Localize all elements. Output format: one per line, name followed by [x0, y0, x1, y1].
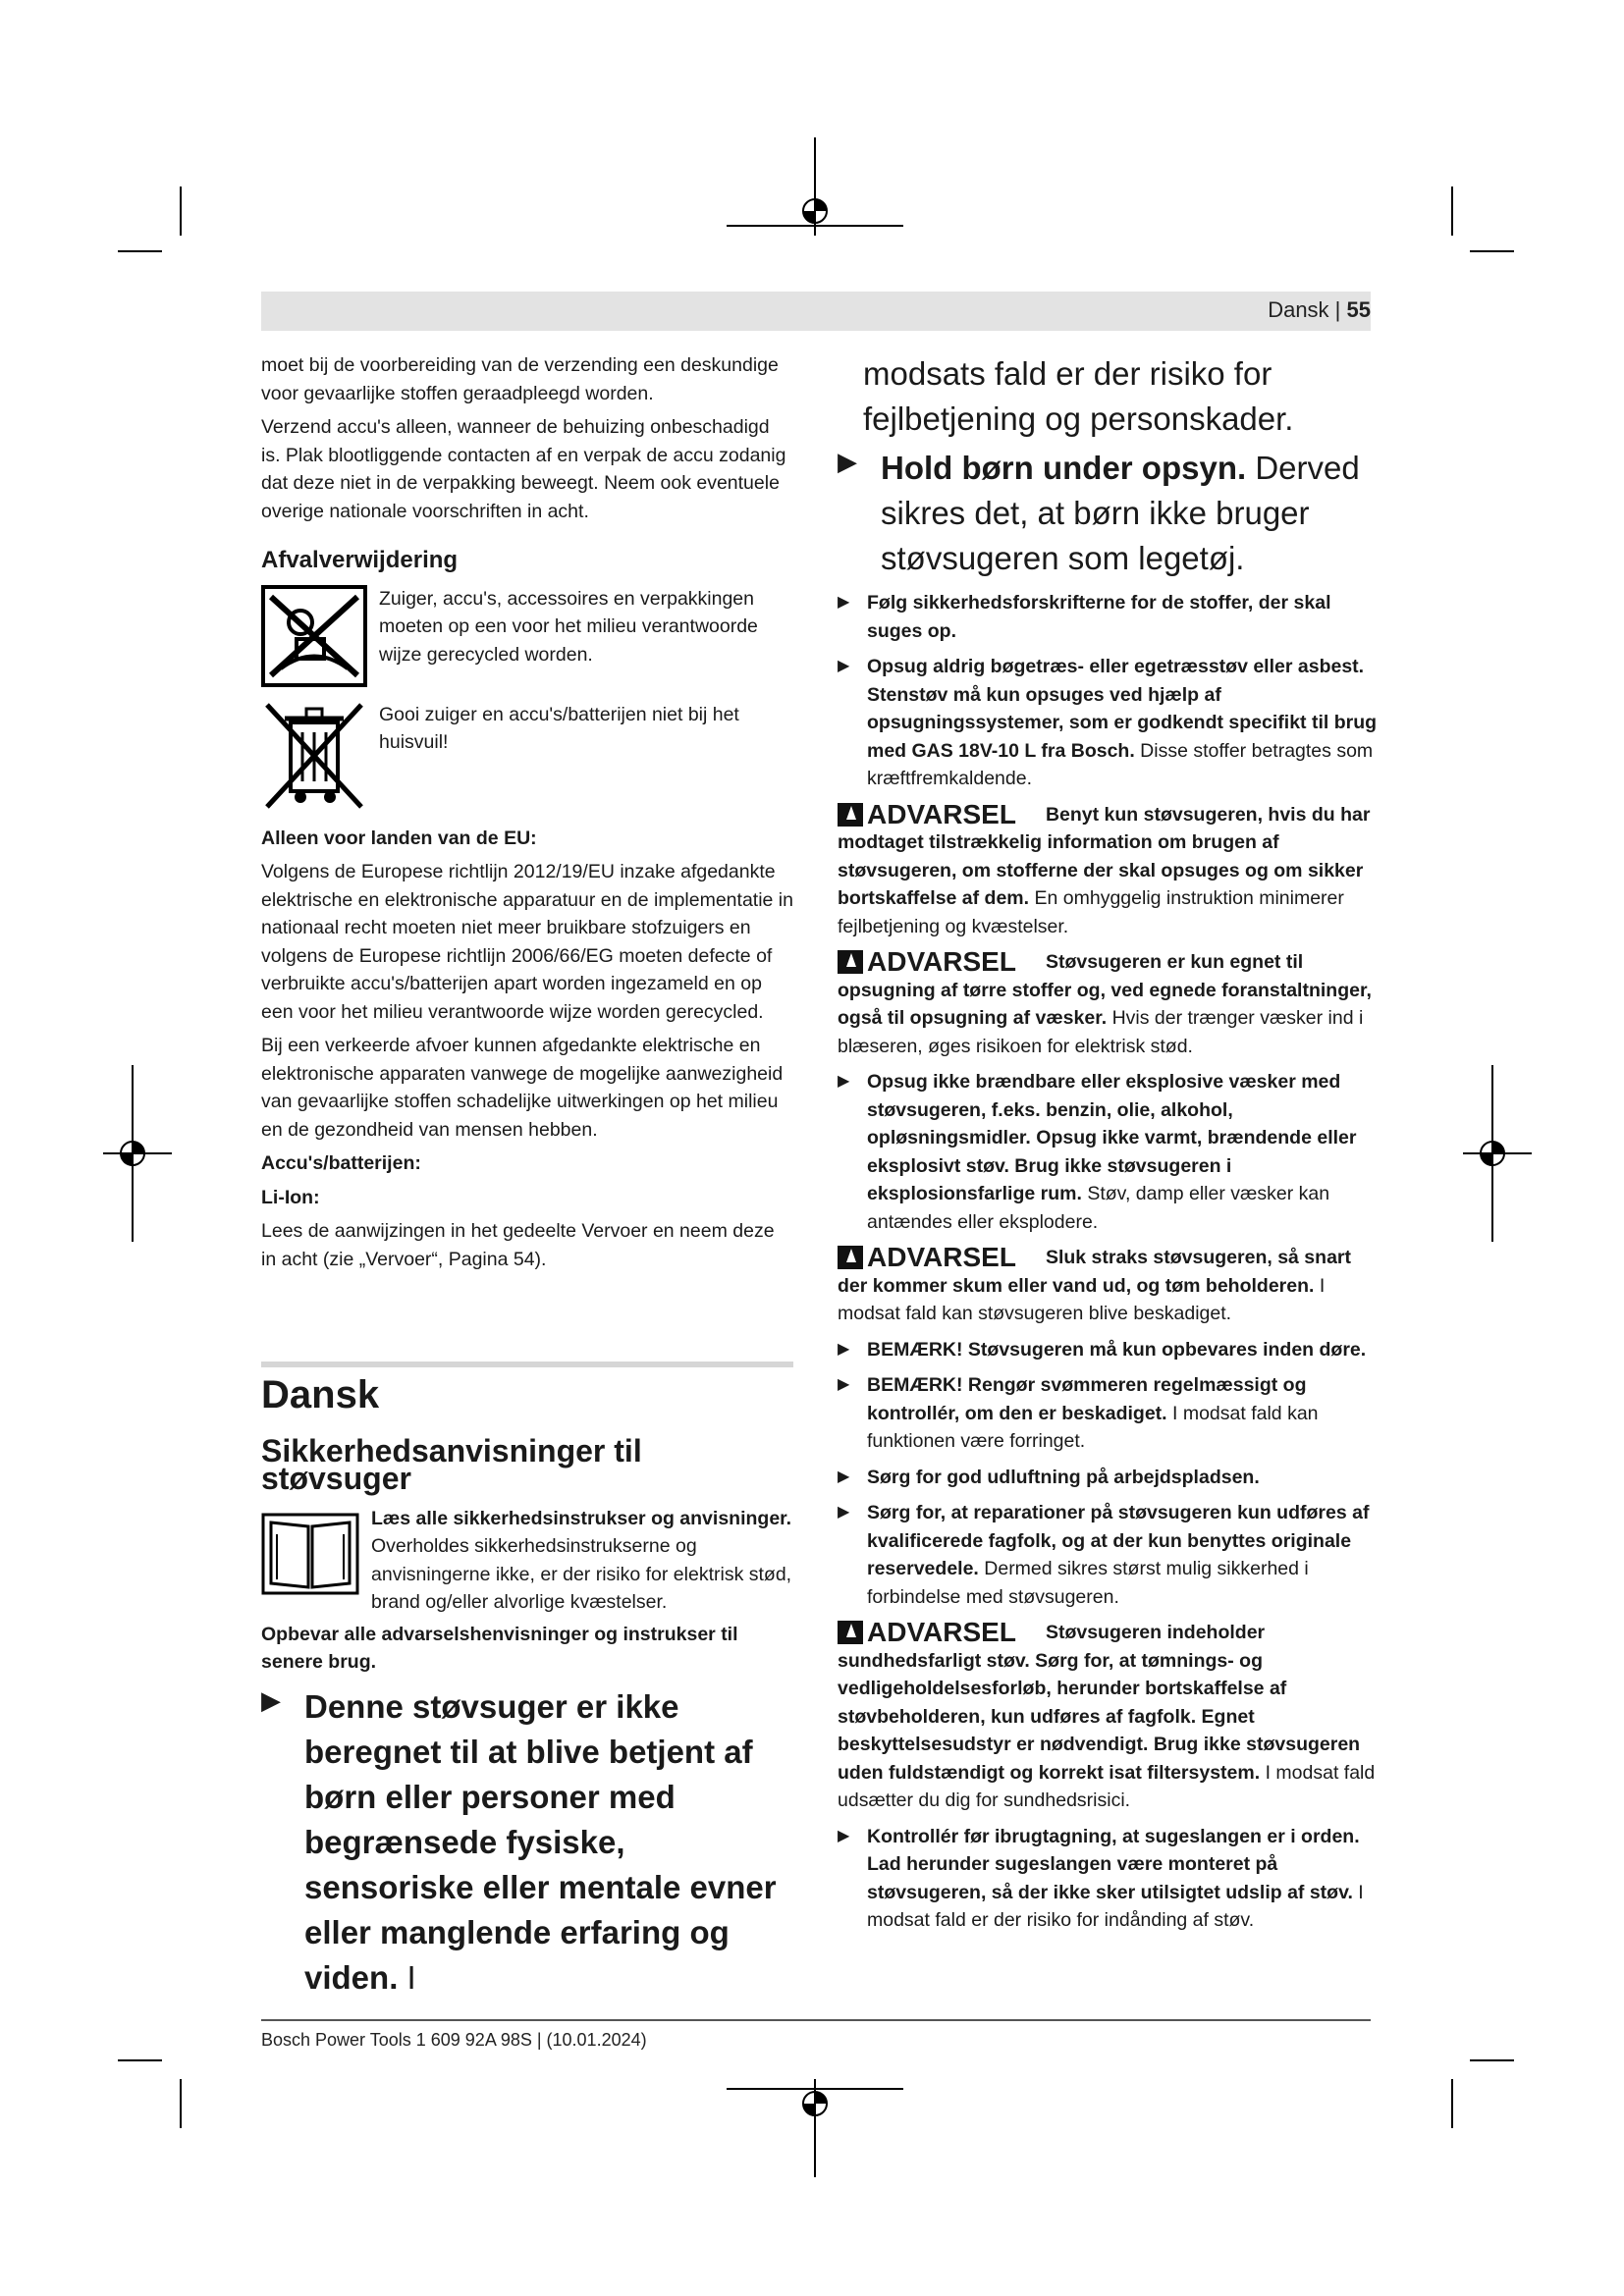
crop-mark: [1451, 187, 1453, 236]
bin-row: [261, 701, 793, 811]
crop-mark: [180, 187, 182, 236]
read-manual-row: [261, 1505, 793, 1617]
warning-label: ADVARSEL: [838, 1619, 1016, 1647]
warning-triangle-icon: [838, 803, 863, 827]
paragraph: Lees de aanwijzingen in het gedeelte Vervoer en neem deze in acht (zie „Vervoer“, Pagina 54).: [261, 1220, 775, 1270]
recycle-symbol-icon: [261, 585, 367, 687]
bullet-triangle-icon: ▶: [838, 1376, 850, 1393]
crossed-bin-icon: [261, 701, 367, 811]
bullet-triangle-icon: ▶: [838, 1073, 850, 1090]
registration-mark-top: [727, 137, 903, 236]
warning-triangle-icon: [838, 950, 863, 974]
header-bar: [261, 292, 1371, 331]
bullet-triangle-icon: ▶: [838, 1504, 850, 1521]
registration-mark-right: [1463, 1065, 1532, 1242]
running-header: Dansk | 55: [1268, 297, 1371, 322]
warning-label: ADVARSEL: [838, 801, 1016, 829]
bullet-triangle-icon: ▶: [838, 1468, 850, 1485]
crop-mark: [118, 250, 162, 252]
right-column: [838, 351, 1380, 1943]
warning-4: ADVARSEL Støvsugeren indeholder sundhedsfarligt støv. Sørg for, at tømnings- og vedligeholdelsesforløb, herunder bortskaffelse af støvbeholderen, kun udføres af fagfolk. Egnet beskyttelsesudstyr er nødvendigt. Brug ikke støvsugeren uden fuldstændigt og korrekt isat filtersystem. I modsat fald udsætter du dig for sundhedsrisici.: [838, 1617, 1376, 1811]
registration-mark-bottom: [727, 2079, 903, 2177]
crop-mark: [1451, 2079, 1453, 2128]
bullet-supervise-children: ▶ Hold børn under opsyn. Derved sikres det, at børn ikke bruger støvsugeren som legetøj.: [838, 447, 1360, 576]
crop-mark: [180, 2079, 182, 2128]
warning-label: ADVARSEL: [838, 948, 1016, 977]
recycle-text: Zuiger, accu's, accessoires en verpakkingen moeten op een voor het milieu verantwoorde wijze gerecycled worden.: [379, 587, 758, 666]
crop-mark: [1470, 2059, 1514, 2061]
bullet-triangle-icon: ▶: [261, 1684, 281, 1715]
heading-afvalverwijdering: Afvalverwijdering: [261, 547, 459, 573]
language-title: Dansk: [261, 1373, 380, 1416]
bullet-triangle-icon: ▶: [838, 1827, 850, 1844]
bullet-clean-float: ▶ BEMÆRK! Rengør svømmeren regelmæssigt og kontrollér, om den er beskadiget. I modsat fald kan funktionen være forringet.: [838, 1371, 1380, 1456]
warning-triangle-icon: [838, 1621, 863, 1644]
header-section: Dansk: [1268, 297, 1329, 322]
bullet-triangle-icon: ▶: [838, 594, 850, 611]
warning-1: ADVARSEL Benyt kun støvsugeren, hvis du har modtaget tilstrækkelig information om brugen af støvsugeren, om stofferne der skal opsuges og om sikker bortskaffelse af dem. En omhyggelig instruktion minimerer fejlbetjening og kvæstelser.: [838, 798, 1371, 937]
warning-triangle-icon: [838, 1246, 863, 1269]
warning-label: ADVARSEL: [838, 1244, 1016, 1272]
page-number: 55: [1346, 297, 1371, 322]
bullet-dust: ▶ Opsug aldrig bøgetræs- eller egetræsstøv eller asbest. Stenstøv må kun opsuges ved hjælp af opsugningssystemer, som er godkendt specifikt til brug med GAS 18V-10 L fra Bosch. Disse stoffer betragtes som kræftfremkaldende.: [838, 653, 1380, 793]
bullet-store-indoors: ▶ BEMÆRK! Støvsugeren må kun opbevares inden døre.: [838, 1336, 1380, 1364]
accu-heading: Accu's/batterijen:: [261, 1152, 421, 1174]
warning-3: ADVARSEL Sluk straks støvsugeren, så snart der kommer skum eller vand ud, og tøm beholderen. I modsat fald kan støvsugeren blive beskadiget.: [838, 1242, 1351, 1324]
bullet-repairs: ▶ Sørg for, at reparationer på støvsugeren kun udføres af kvalificerede fagfolk, og at der kun benyttes originale reservedele. Dermed sikres størst mulig sikkerhed i forbindelse med støvsugeren.: [838, 1499, 1380, 1611]
paragraph: Volgens de Europese richtlijn 2012/19/EU inzake afgedankte elektrische en elektronische apparatuur en de implementatie in nationaal recht moeten niet meer bruikbare stofzuigers en volgens de Europese richtlijn 2006/66/EG moeten defecte of verbruikte accu's/batterijen apart worden ingezameld en op een voor het milieu verantwoorde wijze worden gerecycled.: [261, 861, 793, 1023]
footer-rule: [261, 2019, 1371, 2021]
liion-heading: Li-Ion:: [261, 1186, 320, 1208]
bullet-ventilation: ▶ Sørg for god udluftning på arbejdspladsen.: [838, 1464, 1380, 1492]
crop-mark: [118, 2059, 162, 2061]
bullet-children-persons: ▶ Denne støvsuger er ikke beregnet til at blive betjent af børn eller personer med begrænsede fysiske, sensoriske eller mentale evner eller manglende erfaring og viden. I: [261, 1684, 777, 1996]
safety-title: Sikkerhedsanvisninger til støvsuger: [261, 1432, 642, 1496]
bullet-triangle-icon: ▶: [838, 447, 857, 476]
footer-text: Bosch Power Tools 1 609 92A 98S | (10.01.2024): [261, 2030, 647, 2050]
bullet-flammable: ▶ Opsug ikke brændbare eller eksplosive væsker med støvsugeren, f.eks. benzin, olie, alkohol, opløsningsmidler. Opsug ikke varmt, brændende eller eksplosivt støv. Brug ikke støvsugeren i eksplosionsfarlige rum. Støv, damp eller væsker kan antændes eller eksplodere.: [838, 1068, 1380, 1236]
bin-text: Gooi zuiger en accu's/batterijen niet bij het huisvuil!: [379, 703, 739, 753]
left-column: [261, 351, 793, 2008]
paragraph: Verzend accu's alleen, wanneer de behuizing onbeschadigd is. Plak blootliggende contacten af en verpak de accu zodanig dat deze niet in de verpakking beweegt. Neem ook eventuele overige nationale voorschriften in acht.: [261, 416, 786, 522]
keep-instructions: Opbevar alle advarselshenvisninger og instrukser til senere brug.: [261, 1623, 738, 1673]
section-divider: [261, 1362, 793, 1367]
crop-mark: [1470, 250, 1514, 252]
bullet-safety-rules: ▶ Følg sikkerhedsforskrifterne for de stoffer, der skal suges op.: [838, 589, 1380, 645]
bullet-hose-check: ▶ Kontrollér før ibrugtagning, at sugeslangen er i orden. Lad herunder sugeslangen være monteret på støvsugeren, så der ikke sker utilsigtet udslip af støv. I modsat fald er der risiko for indånding af støv.: [838, 1823, 1380, 1935]
registration-mark-left: [103, 1065, 172, 1242]
bullet-triangle-icon: ▶: [838, 1340, 850, 1358]
recycle-row: [261, 585, 793, 687]
paragraph: Bij een verkeerde afvoer kunnen afgedankte elektrische en elektronische apparaten vanwege de mogelijke aanwezigheid van gevaarlijke stoffen schadelijke uitwerkingen op het milieu en de gezondheid van mensen hebben.: [261, 1035, 784, 1141]
read-manual-text: Læs alle sikkerhedsinstrukser og anvisninger. Overholdes sikkerhedsinstrukserne og anvisningerne ikke, er der risiko for elektrisk stød, brand og/eller alvorlige kvæstelser.: [371, 1507, 792, 1613]
bullet-triangle-icon: ▶: [838, 658, 850, 674]
warning-2: ADVARSEL Støvsugeren er kun egnet til opsugning af tørre stoffer og, ved egnede foranstaltninger, også til opsugning af væsker. Hvis der trænger væsker ind i blæseren, øges risikoen for elektrisk stød.: [838, 946, 1372, 1057]
continued-text: modsats fald er der risiko for fejlbetjening og personskader.: [863, 355, 1294, 437]
paragraph: moet bij de voorbereiding van de verzending een deskundige voor gevaarlijke stoffen geraadpleegd worden.: [261, 354, 779, 404]
eu-heading: Alleen voor landen van de EU:: [261, 827, 537, 849]
read-manual-icon: [261, 1505, 359, 1599]
